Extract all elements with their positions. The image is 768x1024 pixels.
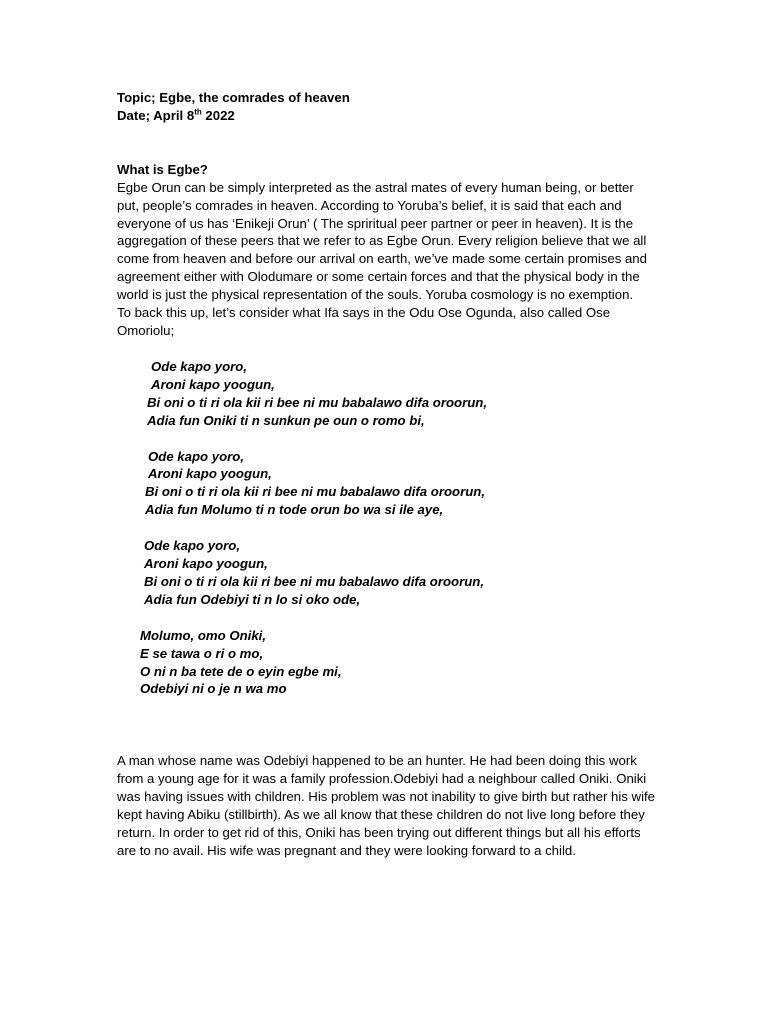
verse-stanza-3	[144, 537, 657, 609]
document-header	[117, 89, 657, 125]
story-section	[117, 752, 657, 859]
egbe-section	[117, 161, 657, 340]
verse-line: Bi oni o ti ri ola kii ri bee ni mu babalawo difa oroorun,	[147, 394, 487, 410]
verse-line: Adia fun Molumo ti n tode orun bo wa si ile aye,	[145, 502, 444, 518]
verse-line: Adia fun Oniki ti n sunkun pe oun o romo bi,	[147, 412, 425, 428]
verse-line: Bi oni o ti ri ola kii ri bee ni mu babalawo difa oroorun,	[145, 484, 485, 500]
verse-stanza-2	[145, 448, 657, 520]
verse-line: Ode kapo yoro,	[151, 358, 247, 374]
spacer	[117, 609, 657, 627]
story-paragraph: A man whose name was Odebiyi happened to be an hunter. He had been doing this work from a young age for it was a family profession.Odebiyi had a neighbour called Oniki. Oniki was having issues with children. His problem was not inability to give birth but rather his wife kept having Abiku (stillbirth). As we all know that these children do not live long before they return. In order to get rid of this, Oniki has been trying out different things but all his efforts are to no avail. His wife was pregnant and they were looking forward to a child.	[117, 753, 656, 858]
verse-block	[117, 358, 657, 699]
spacer	[117, 430, 657, 448]
verse-stanza-1	[147, 358, 657, 430]
verse-line: Bi oni o ti ri ola kii ri bee ni mu babalawo difa oroorun,	[144, 573, 484, 589]
verse-line: Ode kapo yoro,	[144, 538, 240, 554]
topic-line: Topic; Egbe, the comrades of heaven	[117, 90, 350, 105]
verse-line: E se tawa o ri o mo,	[140, 645, 264, 661]
verse-line: O ni n ba tete de o eyin egbe mi,	[140, 663, 342, 679]
verse-line: Molumo, omo Oniki,	[140, 627, 267, 643]
spacer	[117, 519, 657, 537]
verse-line: Odebiyi ni o je n wa mo	[140, 681, 287, 697]
spacer	[117, 340, 657, 358]
verse-line: Adia fun Odebiyi ti n lo si oko ode,	[144, 591, 361, 607]
verse-stanza-4	[140, 627, 657, 699]
ifa-intro-paragraph: To back this up, let’s consider what Ifa says in the Odu Ose Ogunda, also called Ose Omoriolu;	[117, 305, 611, 338]
date-line	[117, 107, 657, 125]
date-suffix: 2022	[201, 107, 235, 123]
verse-line: Ode kapo yoro,	[148, 448, 244, 464]
verse-line: Aroni kapo yoogun,	[148, 466, 272, 482]
verse-line: Aroni kapo yoogun,	[144, 556, 268, 572]
date-prefix: Date; April 8	[117, 107, 195, 123]
document-page	[117, 89, 657, 860]
spacer	[117, 125, 657, 161]
verse-line: Aroni kapo yoogun,	[151, 376, 275, 392]
intro-paragraph: Egbe Orun can be simply interpreted as the astral mates of every human being, or better put, people’s comrades in heaven. According to Yoruba’s belief, it is said that each and everyone of us has ‘Enikeji Orun’ ( The spriritual peer partner or peer in heaven). It is the aggregation of these peers that we refer to as Egbe Orun. Every religion believe that we all come from heaven and before our arrival on earth, we’ve made some certain promises and agreement either with Olodumare or some certain forces and that the physical body in the world is just the physical representation of the souls. Yoruba cosmology is no exemption.	[117, 179, 647, 303]
section-heading: What is Egbe?	[117, 161, 208, 177]
spacer	[117, 698, 657, 752]
date-superscript: th	[194, 107, 202, 117]
